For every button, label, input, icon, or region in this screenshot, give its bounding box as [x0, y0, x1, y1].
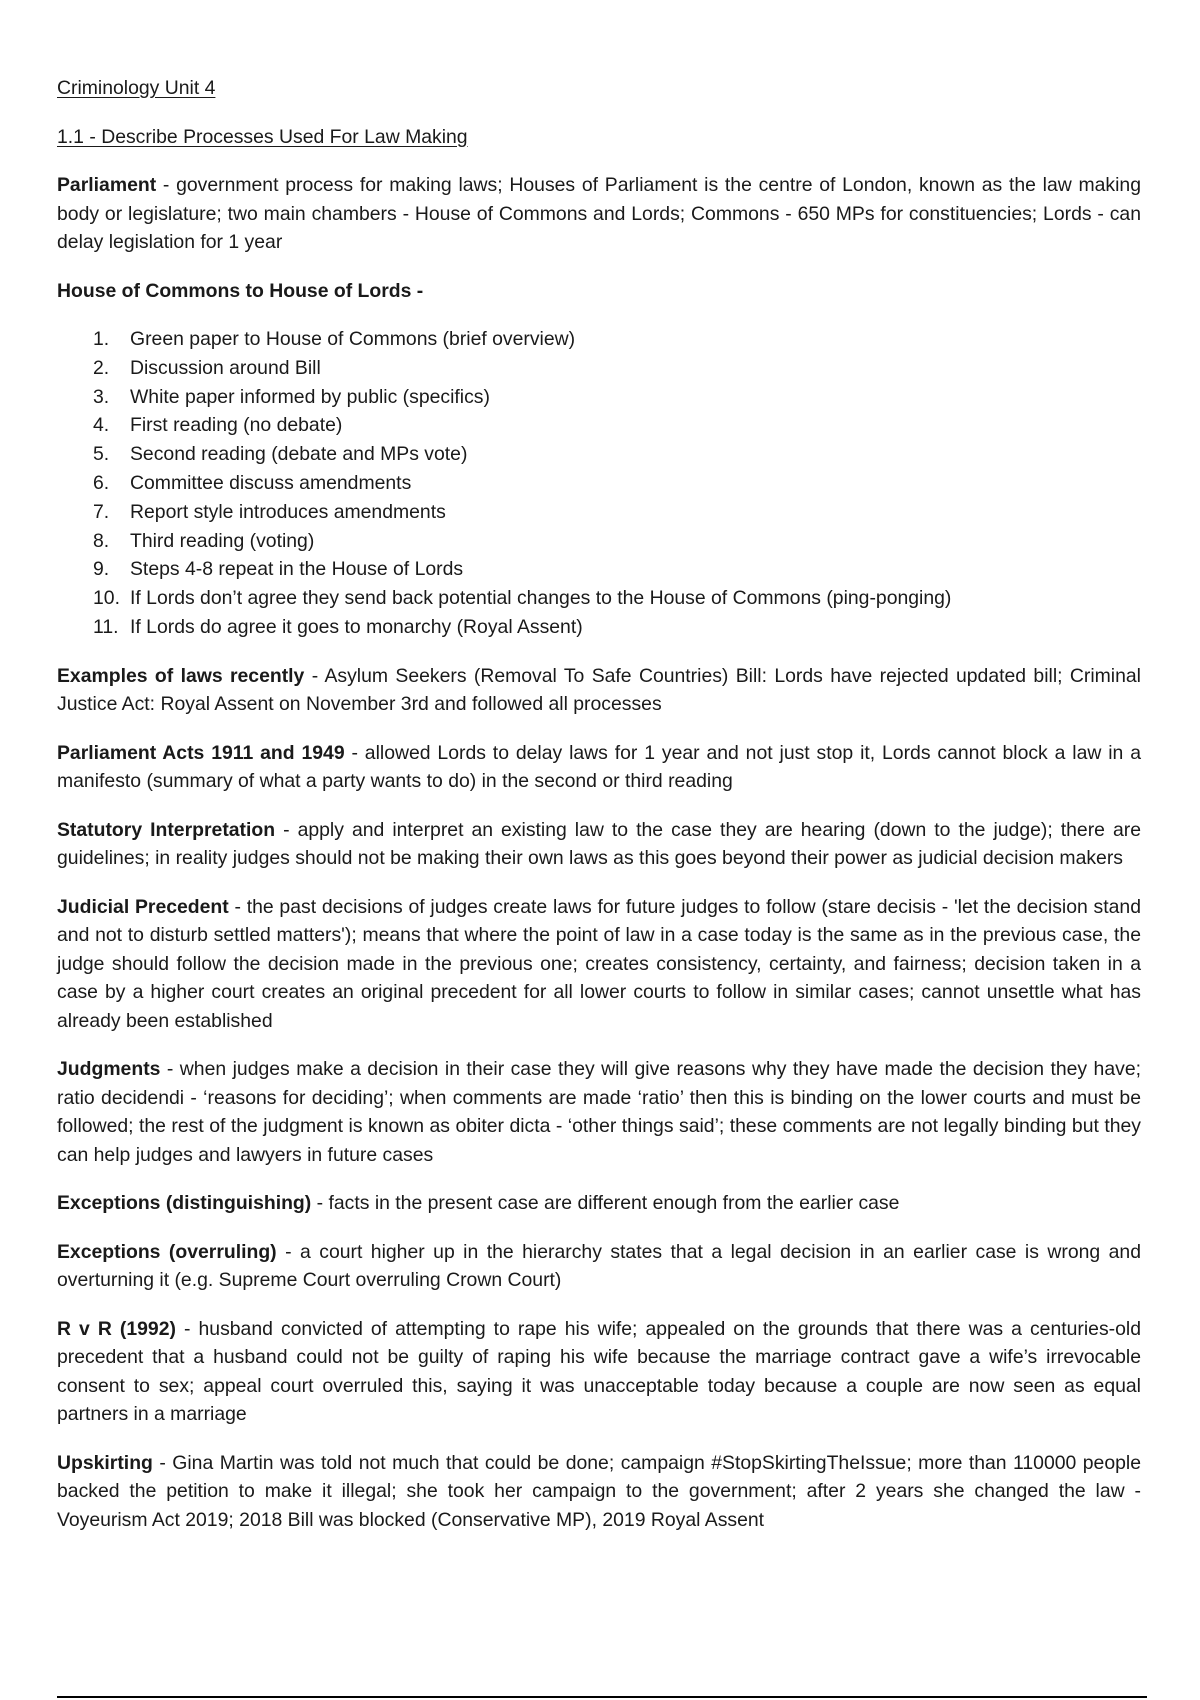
paragraph-r-v-r	[57, 1315, 1141, 1429]
paragraph-judgments	[57, 1055, 1141, 1169]
paragraph-examples-of-laws	[57, 662, 1141, 719]
list-item	[57, 527, 1141, 556]
term-label: Upskirting	[57, 1451, 153, 1474]
list-text: Discussion around Bill	[130, 356, 321, 379]
list-number: 6.	[93, 471, 110, 494]
process-heading: House of Commons to House of Lords -	[57, 279, 424, 302]
list-item	[57, 383, 1141, 412]
list-number: 10.	[93, 587, 120, 610]
term-description: - a court higher up in the hierarchy states that a legal decision in an earlier case is wrong and overturning it (e.g. Supreme Court overruling Crown Court)	[57, 1240, 1141, 1292]
term-label: Parliament	[57, 174, 157, 196]
law-making-steps-list	[57, 325, 1141, 642]
list-item	[57, 411, 1141, 440]
term-description: - government process for making laws; Houses of Parliament is the centre of London, known as the law making body or legislature; two main chambers - House of Commons and Lords; Commons - 650 MPs for constituencies; Lords - can delay legislation for 1 year	[57, 174, 1141, 253]
section-heading: 1.1 - Describe Processes Used For Law Making	[57, 125, 468, 148]
list-number: 11.	[93, 615, 119, 638]
paragraph-parliament	[57, 171, 1141, 257]
page-divider	[57, 1696, 1147, 1698]
list-number: 8.	[93, 529, 110, 552]
paragraph-exceptions-overruling	[57, 1238, 1141, 1295]
term-description: - Asylum Seekers (Removal To Safe Countries) Bill: Lords have rejected updated bill; Criminal Justice Act: Royal Assent on November 3rd and followed all processes	[57, 664, 1141, 716]
term-label: Examples of laws recently	[57, 664, 305, 687]
paragraph-judicial-precedent	[57, 893, 1141, 1036]
document-title: Criminology Unit 4	[57, 77, 216, 99]
list-text: White paper informed by public (specifics)	[130, 385, 490, 408]
list-item	[57, 555, 1141, 584]
list-text: If Lords don’t agree they send back potential changes to the House of Commons (ping-ponging)	[130, 587, 952, 610]
paragraph-statutory-interpretation	[57, 816, 1141, 873]
list-text: Green paper to House of Commons (brief overview)	[130, 328, 576, 350]
term-label: Judgments	[57, 1058, 161, 1081]
term-description: - the past decisions of judges create laws for future judges to follow (stare decisis - 'let the decision stand and not to disturb settled matters'); means that where the point of law in a case today is the same as in the previous case, the judge should follow the decision made in the previous one; creates consistency, certainty, and fairness; decision taken in a case by a higher court creates an original precedent for all lower courts to follow in similar cases; cannot unsettle what has already been established	[57, 895, 1141, 1032]
term-description: - allowed Lords to delay laws for 1 year and not just stop it, Lords cannot block a law in a manifesto (summary of what a party wants to do) in the second or third reading	[57, 741, 1141, 793]
paragraph-exceptions-distinguishing	[57, 1189, 1141, 1218]
term-description: - Gina Martin was told not much that could be done; campaign #StopSkirtingTheIssue; more than 110000 people backed the petition to make it illegal; she took her campaign to the government; after 2 years she changed the law - Voyeurism Act 2019; 2018 Bill was blocked (Conservative MP), 2019 Royal Assent	[57, 1451, 1141, 1531]
term-label: Parliament Acts 1911 and 1949	[57, 741, 345, 764]
list-item	[57, 469, 1141, 498]
list-item	[57, 584, 1141, 613]
list-number: 9.	[93, 558, 110, 581]
list-item	[57, 440, 1141, 469]
list-text: If Lords do agree it goes to monarchy (Royal Assent)	[130, 615, 583, 638]
term-description: - when judges make a decision in their case they will give reasons why they have made the decision they have; ratio decidendi - ‘reasons for deciding’; when comments are made ‘ratio’ then this is binding on the lower courts and must be followed; the rest of the judgment is known as obiter dicta - ‘other things said’; these comments are not legally binding but they can help judges and lawyers in future cases	[57, 1058, 1141, 1166]
list-text: Second reading (debate and MPs vote)	[130, 443, 468, 466]
list-number: 1.	[93, 328, 110, 350]
list-text: Committee discuss amendments	[130, 471, 412, 494]
list-text: Steps 4-8 repeat in the House of Lords	[130, 558, 464, 581]
list-item	[57, 354, 1141, 383]
term-label: R v R (1992)	[57, 1317, 176, 1340]
term-description: - facts in the present case are different enough from the earlier case	[311, 1192, 900, 1215]
document-page	[57, 74, 1141, 1554]
list-number: 3.	[93, 385, 110, 408]
term-label: Statutory Interpretation	[57, 818, 276, 841]
paragraph-upskirting	[57, 1449, 1141, 1535]
term-label: Judicial Precedent	[57, 895, 229, 918]
list-item	[57, 613, 1141, 642]
paragraph-parliament-acts	[57, 739, 1141, 796]
term-label: Exceptions (distinguishing)	[57, 1192, 312, 1215]
list-number: 2.	[93, 356, 110, 379]
list-text: Report style introduces amendments	[130, 500, 446, 523]
term-description: - husband convicted of attempting to rape his wife; appealed on the grounds that there was a centuries-old precedent that a husband could not be guilty of raping his wife because the marriage contract gave a wife’s irrevocable consent to sex; appeal court overruled this, saying it was unacceptable today because a couple are now seen as equal partners in a marriage	[57, 1317, 1141, 1426]
list-item	[57, 325, 1141, 354]
list-number: 5.	[93, 443, 110, 466]
list-number: 7.	[93, 500, 110, 523]
term-description: - apply and interpret an existing law to the case they are hearing (down to the judge); there are guidelines; in reality judges should not be making their own laws as this goes beyond their power as judicial decision makers	[57, 818, 1141, 870]
term-label: Exceptions (overruling)	[57, 1240, 277, 1263]
list-text: Third reading (voting)	[130, 529, 315, 552]
list-number: 4.	[93, 414, 110, 437]
list-item	[57, 498, 1141, 527]
list-text: First reading (no debate)	[130, 414, 343, 437]
